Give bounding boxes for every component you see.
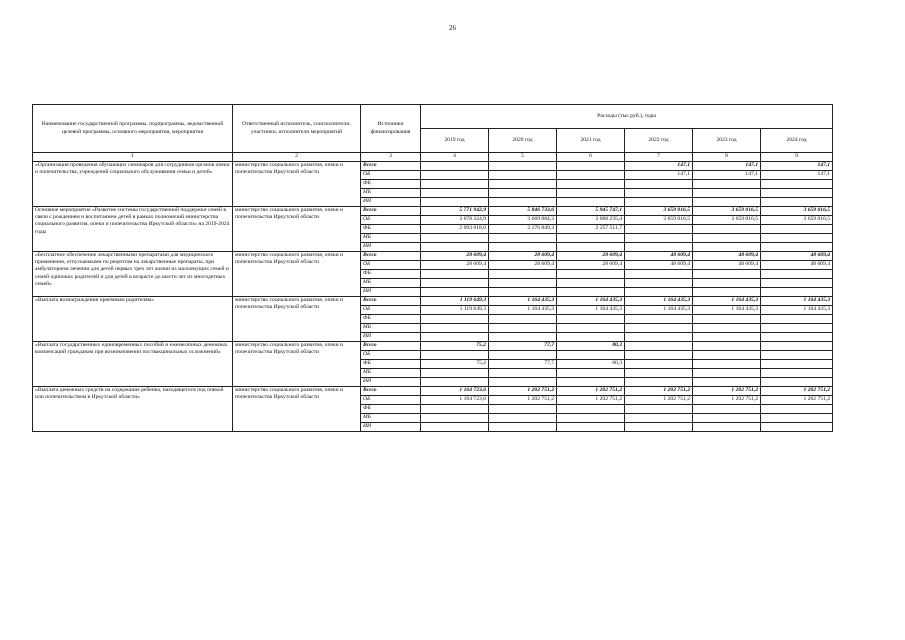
funding-source: ОБ [361, 216, 421, 225]
expense-value [625, 198, 693, 207]
expense-value [489, 405, 557, 414]
expense-value: 28 609,4 [489, 252, 557, 261]
funding-source: ОБ [361, 306, 421, 315]
funding-source: ИИ [361, 288, 421, 297]
expense-value [693, 405, 761, 414]
expense-value: 77,7 [489, 342, 557, 351]
expense-value [761, 315, 833, 324]
expense-value [421, 189, 489, 198]
expense-value [489, 288, 557, 297]
expense-value [693, 279, 761, 288]
expense-value: 3 659 016,5 [693, 216, 761, 225]
expense-value [625, 423, 693, 432]
activity-name: «Выплата государственных единовременных пособий и ежемесячных денежных компенсаций гражданам при возникновении поствакцинальных осложнений» [33, 342, 233, 387]
expense-value [625, 351, 693, 360]
expense-value [489, 243, 557, 252]
activity-name: «Организация проведения обучающих семинаров для сотрудников органов опеки и попечительства, учреждений социального обслуживания семьи и детей» [33, 162, 233, 207]
expense-value [489, 279, 557, 288]
expense-value [693, 369, 761, 378]
expense-value: 80,3 [557, 342, 625, 351]
expense-value: 48 609,4 [625, 261, 693, 270]
expense-value [421, 351, 489, 360]
expense-value [625, 324, 693, 333]
funding-source: ФБ [361, 405, 421, 414]
expense-value: 1 119 649,3 [421, 297, 489, 306]
funding-source: ИИ [361, 198, 421, 207]
responsible-executor: министерство социального развития, опеки и попечительства Иркутской области [233, 342, 361, 387]
expense-value [421, 333, 489, 342]
expense-value: 3 659 016,5 [625, 216, 693, 225]
expense-value [557, 414, 625, 423]
expense-value: 75,2 [421, 360, 489, 369]
expense-value: 3 678 324,9 [421, 216, 489, 225]
expense-value [489, 180, 557, 189]
expense-value [489, 198, 557, 207]
activity-name: Основное мероприятие «Развитие системы государственной поддержки семей в связи с рождением и воспитанием детей в рамках полномочий министерства социального развития, опеки и попечительства Иркутской области» на 2019-2024 годы [33, 207, 233, 252]
table-row [33, 342, 833, 351]
expense-value [693, 423, 761, 432]
expense-value [625, 414, 693, 423]
activity-name: «Выплата денежных средств на содержание ребенка, находящегося под опекой или попечительством в Иркутской области» [33, 387, 233, 432]
column-number: 2 [233, 153, 361, 162]
expense-value [625, 243, 693, 252]
expense-value: 75,2 [421, 342, 489, 351]
expense-value [489, 378, 557, 387]
header-year: 2023 год [693, 129, 761, 153]
expense-value [693, 189, 761, 198]
funding-source: ОБ [361, 171, 421, 180]
expense-value [557, 198, 625, 207]
expense-value [557, 288, 625, 297]
column-number: 1 [33, 153, 233, 162]
column-number: 5 [489, 153, 557, 162]
expense-value [761, 243, 833, 252]
activity-name: «Бесплатное обеспечение лекарственными препаратами для медицинского применения, отпускаемыми по рецептам на лекарственные препараты, при амбулаторном лечении для детей первых трех лет жизни из малоимущих семей и семей одиноких родителей и для детей в возрасте до шести лет из многодетных семей» [33, 252, 233, 297]
expense-value [693, 333, 761, 342]
expense-value [421, 414, 489, 423]
expense-value [625, 270, 693, 279]
column-number: 3 [361, 153, 421, 162]
expense-value: 48 609,4 [693, 261, 761, 270]
funding-source: Всего [361, 162, 421, 171]
funding-source: ИИ [361, 378, 421, 387]
expense-value [761, 405, 833, 414]
expense-value [489, 270, 557, 279]
expense-value: 1 202 751,2 [761, 387, 833, 396]
header-year: 2020 год [489, 129, 557, 153]
expense-value: 5 771 942,9 [421, 207, 489, 216]
expense-value [489, 234, 557, 243]
expense-value: 2 257 511,7 [557, 225, 625, 234]
header-year: 2024 год [761, 129, 833, 153]
expense-value [421, 378, 489, 387]
funding-source: ФБ [361, 315, 421, 324]
expense-value [625, 378, 693, 387]
expense-value [625, 225, 693, 234]
expense-value [489, 414, 557, 423]
expense-value: 28 609,4 [421, 261, 489, 270]
expense-value: 1 164 435,3 [761, 297, 833, 306]
column-number: 7 [625, 153, 693, 162]
expense-value: 1 202 751,2 [625, 387, 693, 396]
expense-value: 48 609,4 [761, 252, 833, 261]
expense-value [761, 198, 833, 207]
expense-value [421, 369, 489, 378]
funding-source: ФБ [361, 225, 421, 234]
expense-value [421, 423, 489, 432]
expense-value: 1 164 435,3 [489, 306, 557, 315]
expense-value [693, 180, 761, 189]
funding-source: Всего [361, 342, 421, 351]
expense-value: 2 176 849,3 [489, 225, 557, 234]
funding-source: ОБ [361, 351, 421, 360]
table-row [33, 207, 833, 216]
header-year: 2021 год [557, 129, 625, 153]
table-row [33, 252, 833, 261]
expense-value [557, 351, 625, 360]
expense-value [557, 270, 625, 279]
expense-value [557, 315, 625, 324]
expense-value [557, 405, 625, 414]
funding-source: Всего [361, 207, 421, 216]
column-number: 4 [421, 153, 489, 162]
funding-source: Всего [361, 252, 421, 261]
expense-value [421, 180, 489, 189]
header-name: Наименование государственной программы, подпрограммы, ведомственной целевой программы, основного мероприятия, мероприятия [33, 105, 233, 153]
funding-source: МБ [361, 279, 421, 288]
expense-value [557, 234, 625, 243]
expense-value: 2 093 618,0 [421, 225, 489, 234]
expense-value: 1 164 435,3 [625, 297, 693, 306]
expense-value [693, 234, 761, 243]
expense-value: 1 202 751,2 [625, 396, 693, 405]
funding-source: МБ [361, 189, 421, 198]
expense-value: 1 202 751,2 [761, 396, 833, 405]
responsible-executor: министерство социального развития, опеки и попечительства Иркутской области [233, 207, 361, 252]
expense-value: 5 846 733,6 [489, 207, 557, 216]
expense-value: 1 119 649,3 [421, 306, 489, 315]
header-responsible: Ответственный исполнитель, соисполнители, участники, исполнители мероприятий [233, 105, 361, 153]
expense-value [693, 414, 761, 423]
activity-name: «Выплата вознаграждения приемным родителям» [33, 297, 233, 342]
expense-value [557, 378, 625, 387]
expense-value [693, 351, 761, 360]
expense-value [557, 171, 625, 180]
funding-source: МБ [361, 414, 421, 423]
expense-value [761, 369, 833, 378]
funding-source: Всего [361, 387, 421, 396]
expense-value: 3 659 016,5 [761, 207, 833, 216]
expense-value: 1 202 751,2 [557, 396, 625, 405]
table-row [33, 297, 833, 306]
table-row [33, 162, 833, 171]
expense-value [693, 270, 761, 279]
expense-value: 147,1 [693, 171, 761, 180]
expense-value [761, 180, 833, 189]
expense-value [421, 234, 489, 243]
page-number: 26 [449, 24, 456, 32]
expense-value: 1 164 435,3 [489, 297, 557, 306]
funding-source: ОБ [361, 396, 421, 405]
expense-value: 147,1 [761, 171, 833, 180]
expense-value [557, 162, 625, 171]
header-sources: Источники финансирования [361, 105, 421, 153]
expense-value [557, 369, 625, 378]
expense-value: 1 164 435,3 [557, 306, 625, 315]
expense-value [761, 351, 833, 360]
expense-value [761, 270, 833, 279]
expense-value [489, 333, 557, 342]
expense-value: 1 202 751,2 [489, 387, 557, 396]
expense-value [421, 405, 489, 414]
expense-value [625, 369, 693, 378]
column-number: 6 [557, 153, 625, 162]
expense-value [489, 351, 557, 360]
funding-source: МБ [361, 324, 421, 333]
expense-value [489, 324, 557, 333]
expense-value [761, 288, 833, 297]
responsible-executor: министерство социального развития, опеки и попечительства Иркутской области [233, 387, 361, 432]
expense-value: 1 164 435,3 [625, 306, 693, 315]
expense-value [625, 360, 693, 369]
expense-value [625, 288, 693, 297]
expense-value: 1 202 751,2 [693, 396, 761, 405]
expense-value [693, 243, 761, 252]
expense-value [421, 162, 489, 171]
expense-value [625, 189, 693, 198]
expense-value [625, 405, 693, 414]
funding-source: ИИ [361, 243, 421, 252]
expense-value [557, 423, 625, 432]
expense-value [625, 315, 693, 324]
expense-value [761, 342, 833, 351]
expense-value [421, 315, 489, 324]
expense-value [625, 234, 693, 243]
header-year: 2019 год [421, 129, 489, 153]
funding-source: ФБ [361, 180, 421, 189]
expense-value [557, 324, 625, 333]
expense-value: 1 164 435,3 [557, 297, 625, 306]
expense-value: 147,1 [625, 171, 693, 180]
expense-value: 147,1 [761, 162, 833, 171]
expense-value [557, 189, 625, 198]
expense-value [421, 288, 489, 297]
expense-value [693, 360, 761, 369]
expense-value [489, 189, 557, 198]
expense-value [761, 324, 833, 333]
funding-source: ФБ [361, 360, 421, 369]
expense-value: 80,3 [557, 360, 625, 369]
funding-source: ИИ [361, 333, 421, 342]
expense-value [557, 333, 625, 342]
budget-table [32, 104, 833, 432]
expense-value [693, 225, 761, 234]
expense-value [421, 270, 489, 279]
expense-value: 1 202 751,2 [557, 387, 625, 396]
expense-value: 1 164 723,6 [421, 396, 489, 405]
expense-value [489, 171, 557, 180]
expense-value: 5 945 747,1 [557, 207, 625, 216]
expense-value [557, 243, 625, 252]
expense-value [625, 279, 693, 288]
expense-value [421, 243, 489, 252]
expense-value: 77,7 [489, 360, 557, 369]
expense-value [761, 333, 833, 342]
expense-value [489, 315, 557, 324]
funding-source: МБ [361, 234, 421, 243]
expense-value [693, 378, 761, 387]
funding-source: ОБ [361, 261, 421, 270]
expense-value: 28 609,4 [489, 261, 557, 270]
responsible-executor: министерство социального развития, опеки и попечительства Иркутской области [233, 297, 361, 342]
expense-value [761, 279, 833, 288]
expense-value: 28 609,4 [421, 252, 489, 261]
table-row [33, 387, 833, 396]
expense-value: 3 659 016,5 [625, 207, 693, 216]
expense-value [693, 324, 761, 333]
expense-value: 48 609,4 [625, 252, 693, 261]
expense-value [761, 360, 833, 369]
expense-value: 28 609,4 [557, 261, 625, 270]
expense-value [693, 198, 761, 207]
expense-value [625, 180, 693, 189]
expense-value [693, 342, 761, 351]
expense-value [761, 378, 833, 387]
expense-value: 147,1 [693, 162, 761, 171]
column-number: 9 [761, 153, 833, 162]
expense-value: 3 688 235,4 [557, 216, 625, 225]
responsible-executor: министерство социального развития, опеки и попечительства Иркутской области [233, 162, 361, 207]
expense-value: 1 164 435,3 [693, 306, 761, 315]
expense-value [693, 288, 761, 297]
expense-value: 1 202 751,2 [489, 396, 557, 405]
funding-source: ФБ [361, 270, 421, 279]
expense-value: 1 164 435,3 [761, 306, 833, 315]
expense-value [557, 279, 625, 288]
funding-source: Всего [361, 297, 421, 306]
expense-value: 1 202 751,2 [693, 387, 761, 396]
expense-value [761, 225, 833, 234]
expense-value [489, 369, 557, 378]
expense-value: 48 609,4 [693, 252, 761, 261]
expense-value: 48 609,4 [761, 261, 833, 270]
expense-value: 1 164 435,3 [693, 297, 761, 306]
expense-value [421, 198, 489, 207]
header-year: 2022 год [625, 129, 693, 153]
funding-source: МБ [361, 369, 421, 378]
expense-value [625, 342, 693, 351]
expense-value: 1 164 723,6 [421, 387, 489, 396]
expense-value: 3 659 016,5 [693, 207, 761, 216]
expense-value [489, 162, 557, 171]
expense-value [761, 414, 833, 423]
expense-value [489, 423, 557, 432]
expense-value: 3 669 884,3 [489, 216, 557, 225]
column-number: 8 [693, 153, 761, 162]
expense-value [625, 333, 693, 342]
expense-value [693, 315, 761, 324]
expense-value [421, 171, 489, 180]
expense-value [421, 324, 489, 333]
expense-value [761, 234, 833, 243]
expense-value [421, 279, 489, 288]
responsible-executor: министерство социального развития, опеки и попечительства Иркутской области [233, 252, 361, 297]
expense-value: 28 609,4 [557, 252, 625, 261]
expense-value [761, 423, 833, 432]
expense-value: 3 659 016,5 [761, 216, 833, 225]
expense-value [761, 189, 833, 198]
funding-source: ИИ [361, 423, 421, 432]
expense-value [557, 180, 625, 189]
expense-value: 147,1 [625, 162, 693, 171]
header-expenses: Расходы (тыс.руб.), годы [421, 105, 833, 129]
